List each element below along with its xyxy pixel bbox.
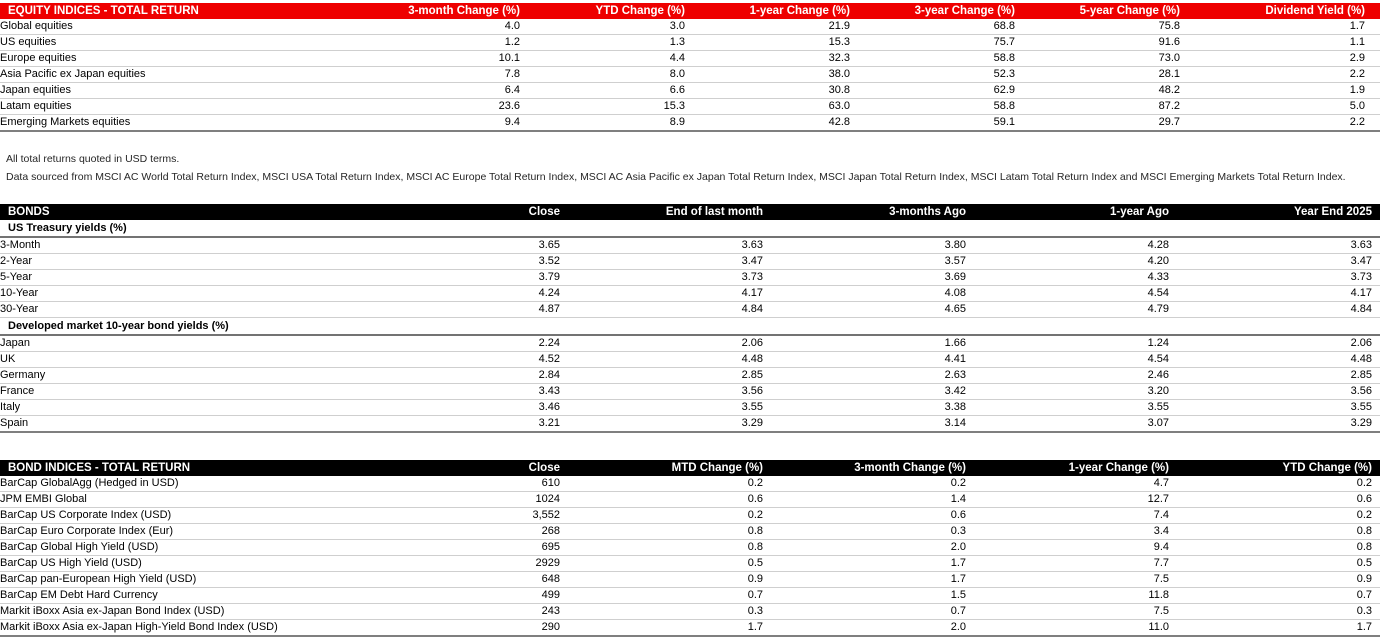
bond-indices-table-body <box>0 476 1380 636</box>
cell-value: 2929 <box>370 556 568 572</box>
cell-value: 3.43 <box>370 384 568 400</box>
column-header: 1-year Change (%) <box>700 3 865 19</box>
cell-value: 3.38 <box>771 400 974 416</box>
cell-value: 29.7 <box>1158 116 1180 128</box>
column-header: End of last month <box>568 204 771 220</box>
row-label: Asia Pacific ex Japan equities <box>0 67 380 83</box>
cell-value: 268 <box>370 524 568 540</box>
cell-value: 0.2 <box>1177 476 1380 492</box>
column-header: YTD Change (%) <box>535 3 700 19</box>
cell-value: 4.54 <box>974 352 1177 368</box>
table-row <box>0 51 1380 67</box>
column-header: 3-month Change (%) <box>380 3 535 19</box>
row-label: JPM EMBI Global <box>0 492 370 508</box>
cell-value: 0.6 <box>771 508 974 524</box>
bonds-table-header-bar <box>0 204 1380 220</box>
cell-value: 0.5 <box>1177 556 1380 572</box>
cell-value: 3.65 <box>370 237 568 254</box>
cell-value: 0.8 <box>568 540 771 556</box>
section-header-label: Developed market 10-year bond yields (%) <box>0 318 1380 336</box>
bonds-table-body <box>0 220 1380 432</box>
column-header: 1-year Ago <box>974 204 1177 220</box>
table-row <box>0 524 1380 540</box>
row-label: Italy <box>0 400 370 416</box>
cell-value: 1.7 <box>1356 621 1372 633</box>
cell-value: 3.56 <box>1177 384 1380 400</box>
cell-value: 1.9 <box>1195 83 1380 99</box>
row-label: France <box>0 384 370 400</box>
column-header: MTD Change (%) <box>568 460 771 476</box>
cell-value: 15.3 <box>700 35 865 51</box>
cell-value: 3.47 <box>1177 254 1380 270</box>
cell-value: 0.6 <box>568 492 771 508</box>
cell-value: 3.46 <box>370 400 568 416</box>
row-label: Global equities <box>0 19 380 35</box>
column-header: Dividend Yield (%) <box>1195 3 1380 19</box>
cell-value: 2.24 <box>370 335 568 352</box>
cell-value: 23.6 <box>380 99 535 115</box>
cell-value: 91.6 <box>1030 35 1195 51</box>
cell-value: 3.47 <box>568 254 771 270</box>
table-row <box>0 67 1380 83</box>
cell-value: 52.3 <box>865 67 1030 83</box>
cell-value: 3.57 <box>771 254 974 270</box>
cell-value: 7.4 <box>974 508 1177 524</box>
row-label: Europe equities <box>0 51 380 67</box>
column-header: 5-year Change (%) <box>1030 3 1195 19</box>
cell-value: 0.3 <box>1177 604 1380 620</box>
table-row <box>0 540 1380 556</box>
cell-value: 0.8 <box>1177 524 1380 540</box>
cell-value: 7.8 <box>380 67 535 83</box>
column-header: 3-months Ago <box>771 204 974 220</box>
cell-value: 0.8 <box>568 524 771 540</box>
column-header: 3-month Change (%) <box>771 460 974 476</box>
cell-value: 11.8 <box>974 588 1177 604</box>
cell-value: 1.7 <box>747 621 763 633</box>
cell-value: 4.84 <box>568 302 771 318</box>
cell-value: 1.7 <box>771 556 974 572</box>
cell-value: 4.33 <box>974 270 1177 286</box>
row-label: Emerging Markets equities <box>0 116 131 128</box>
cell-value: 21.9 <box>700 19 865 35</box>
cell-value: 8.9 <box>669 116 685 128</box>
table-row <box>0 302 1380 318</box>
cell-value: 63.0 <box>700 99 865 115</box>
cell-value: 1.2 <box>380 35 535 51</box>
cell-value: 0.9 <box>568 572 771 588</box>
cell-value: 12.7 <box>974 492 1177 508</box>
cell-value: 2.63 <box>771 368 974 384</box>
cell-value: 6.4 <box>380 83 535 99</box>
row-label: BarCap EM Debt Hard Currency <box>0 588 370 604</box>
cell-value: 1.1 <box>1195 35 1380 51</box>
equity-table-body <box>0 19 1380 131</box>
cell-value: 5.0 <box>1195 99 1380 115</box>
table-row <box>0 604 1380 620</box>
cell-value: 3.07 <box>1147 417 1169 429</box>
cell-value: 3.55 <box>1177 400 1380 416</box>
cell-value: 48.2 <box>1030 83 1195 99</box>
equity-indices-table <box>0 3 1380 132</box>
cell-value: 8.0 <box>535 67 700 83</box>
table-row <box>0 368 1380 384</box>
cell-value: 58.8 <box>865 51 1030 67</box>
column-header: Close <box>370 460 568 476</box>
cell-value: 2.85 <box>1177 368 1380 384</box>
table-row <box>0 588 1380 604</box>
cell-value: 2.84 <box>370 368 568 384</box>
cell-value: 0.5 <box>568 556 771 572</box>
row-label: Markit iBoxx Asia ex-Japan High-Yield Bond Index (USD) <box>0 621 278 633</box>
table-row <box>0 115 1380 132</box>
cell-value: 3.56 <box>568 384 771 400</box>
cell-value: 2.9 <box>1195 51 1380 67</box>
cell-value: 2.06 <box>1177 335 1380 352</box>
cell-value: 68.8 <box>865 19 1030 35</box>
cell-value: 4.20 <box>974 254 1177 270</box>
cell-value: 1.4 <box>771 492 974 508</box>
cell-value: 0.6 <box>1177 492 1380 508</box>
row-label: 5-Year <box>0 270 370 286</box>
cell-value: 0.7 <box>771 604 974 620</box>
row-label: UK <box>0 352 370 368</box>
cell-value: 0.9 <box>1177 572 1380 588</box>
cell-value: 6.6 <box>535 83 700 99</box>
cell-value: 75.8 <box>1030 19 1195 35</box>
row-label: Japan <box>0 335 370 352</box>
cell-value: 0.7 <box>1177 588 1380 604</box>
table-row <box>0 416 1380 433</box>
table-row <box>0 35 1380 51</box>
bonds-table-title: BONDS <box>0 204 370 220</box>
cell-value: 499 <box>370 588 568 604</box>
row-label: BarCap Euro Corporate Index (Eur) <box>0 524 370 540</box>
spacer <box>0 433 1380 460</box>
cell-value: 4.41 <box>771 352 974 368</box>
cell-value: 3.80 <box>771 237 974 254</box>
cell-value: 2.2 <box>1195 67 1380 83</box>
cell-value: 4.79 <box>974 302 1177 318</box>
row-label: 10-Year <box>0 286 370 302</box>
cell-value: 3.69 <box>771 270 974 286</box>
cell-value: 59.1 <box>993 116 1015 128</box>
cell-value: 1.5 <box>771 588 974 604</box>
cell-value: 4.0 <box>380 19 535 35</box>
cell-value: 695 <box>370 540 568 556</box>
cell-value: 9.4 <box>504 116 520 128</box>
row-label: BarCap pan-European High Yield (USD) <box>0 572 370 588</box>
cell-value: 28.1 <box>1030 67 1195 83</box>
cell-value: 0.7 <box>568 588 771 604</box>
cell-value: 7.5 <box>974 572 1177 588</box>
cell-value: 3.52 <box>370 254 568 270</box>
cell-value: 30.8 <box>700 83 865 99</box>
cell-value: 2.85 <box>568 368 771 384</box>
cell-value: 4.48 <box>568 352 771 368</box>
cell-value: 4.65 <box>771 302 974 318</box>
cell-value: 4.24 <box>370 286 568 302</box>
table-row <box>0 620 1380 637</box>
cell-value: 3.29 <box>1350 417 1372 429</box>
cell-value: 0.2 <box>1177 508 1380 524</box>
cell-value: 9.4 <box>974 540 1177 556</box>
cell-value: 2.2 <box>1349 116 1365 128</box>
row-label: Japan equities <box>0 83 380 99</box>
cell-value: 10.1 <box>380 51 535 67</box>
row-label: BarCap US High Yield (USD) <box>0 556 370 572</box>
row-label: BarCap US Corporate Index (USD) <box>0 508 370 524</box>
cell-value: 11.0 <box>1148 621 1169 633</box>
cell-value: 2.0 <box>950 621 966 633</box>
table-row <box>0 384 1380 400</box>
cell-value: 1.3 <box>535 35 700 51</box>
cell-value: 4.87 <box>370 302 568 318</box>
bond-indices-table-header-bar <box>0 460 1380 476</box>
cell-value: 4.08 <box>771 286 974 302</box>
cell-value: 3.4 <box>974 524 1177 540</box>
footnotes <box>6 153 1380 184</box>
cell-value: 4.54 <box>974 286 1177 302</box>
cell-value: 4.7 <box>974 476 1177 492</box>
cell-value: 2.46 <box>974 368 1177 384</box>
cell-value: 62.9 <box>865 83 1030 99</box>
cell-value: 1.7 <box>1195 19 1380 35</box>
cell-value: 3.20 <box>974 384 1177 400</box>
cell-value: 4.52 <box>370 352 568 368</box>
cell-value: 3.79 <box>370 270 568 286</box>
table-row <box>0 492 1380 508</box>
table-row <box>0 400 1380 416</box>
table-row <box>0 254 1380 270</box>
cell-value: 3.73 <box>1177 270 1380 286</box>
cell-value: 75.7 <box>865 35 1030 51</box>
cell-value: 3.73 <box>568 270 771 286</box>
cell-value: 2.0 <box>771 540 974 556</box>
cell-value: 3.42 <box>771 384 974 400</box>
cell-value: 58.8 <box>865 99 1030 115</box>
cell-value: 0.2 <box>771 476 974 492</box>
cell-value: 1024 <box>370 492 568 508</box>
row-label: BarCap Global High Yield (USD) <box>0 540 370 556</box>
column-header: YTD Change (%) <box>1177 460 1380 476</box>
row-label: Germany <box>0 368 370 384</box>
row-label: US equities <box>0 35 380 51</box>
row-label: Markit iBoxx Asia ex-Japan Bond Index (USD) <box>0 604 370 620</box>
cell-value: 38.0 <box>700 67 865 83</box>
cell-value: 4.4 <box>535 51 700 67</box>
cell-value: 7.5 <box>974 604 1177 620</box>
cell-value: 0.2 <box>568 476 771 492</box>
spacer <box>0 189 1380 204</box>
column-header: 3-year Change (%) <box>865 3 1030 19</box>
section-header-row <box>0 318 1380 336</box>
cell-value: 3.55 <box>568 400 771 416</box>
cell-value: 4.48 <box>1177 352 1380 368</box>
table-row <box>0 19 1380 35</box>
row-label: BarCap GlobalAgg (Hedged in USD) <box>0 476 370 492</box>
cell-value: 290 <box>541 621 560 633</box>
cell-value: 3.29 <box>741 417 763 429</box>
table-row <box>0 270 1380 286</box>
equity-table-header-bar <box>0 3 1380 19</box>
cell-value: 0.3 <box>771 524 974 540</box>
cell-value: 4.84 <box>1177 302 1380 318</box>
cell-value: 3.21 <box>538 417 560 429</box>
cell-value: 0.3 <box>568 604 771 620</box>
cell-value: 0.8 <box>1177 540 1380 556</box>
cell-value: 610 <box>370 476 568 492</box>
cell-value: 4.28 <box>974 237 1177 254</box>
cell-value: 1.66 <box>771 335 974 352</box>
row-label: 3-Month <box>0 237 370 254</box>
table-row <box>0 508 1380 524</box>
table-row <box>0 556 1380 572</box>
note-usd-terms: All total returns quoted in USD terms. <box>6 153 180 165</box>
column-header: 1-year Change (%) <box>974 460 1177 476</box>
row-label: Latam equities <box>0 99 380 115</box>
cell-value: 32.3 <box>700 51 865 67</box>
bonds-table <box>0 204 1380 433</box>
cell-value: 7.7 <box>974 556 1177 572</box>
cell-value: 73.0 <box>1030 51 1195 67</box>
cell-value: 3.14 <box>944 417 966 429</box>
table-row <box>0 335 1380 352</box>
section-header-row <box>0 220 1380 237</box>
cell-value: 243 <box>370 604 568 620</box>
cell-value: 15.3 <box>535 99 700 115</box>
row-label: 2-Year <box>0 254 370 270</box>
cell-value: 3.55 <box>974 400 1177 416</box>
table-row <box>0 99 1380 115</box>
row-label: Spain <box>0 417 29 429</box>
column-header: Year End 2025 <box>1177 204 1380 220</box>
row-label: 30-Year <box>0 302 370 318</box>
cell-value: 3.0 <box>535 19 700 35</box>
cell-value: 4.17 <box>568 286 771 302</box>
cell-value: 648 <box>370 572 568 588</box>
bond-indices-table <box>0 460 1380 637</box>
table-row <box>0 352 1380 368</box>
section-header-label: US Treasury yields (%) <box>0 220 1380 237</box>
cell-value: 2.06 <box>568 335 771 352</box>
cell-value: 1.7 <box>771 572 974 588</box>
table-row <box>0 572 1380 588</box>
cell-value: 1.24 <box>974 335 1177 352</box>
equity-table-title: EQUITY INDICES - TOTAL RETURN <box>0 3 380 19</box>
table-row <box>0 83 1380 99</box>
note-data-sources: Data sourced from MSCI AC World Total Return Index, MSCI USA Total Return Index, MSCI AC Europe Total Return Index, MSCI AC Asia Pacific ex Japan Total Return Index, MSCI Japan Total Return Index, MSCI Latam Total Return Index and MSCI Emerging Markets Total Return Index. <box>6 171 1346 183</box>
cell-value: 3.63 <box>1177 237 1380 254</box>
cell-value: 87.2 <box>1030 99 1195 115</box>
cell-value: 3,552 <box>370 508 568 524</box>
cell-value: 42.8 <box>828 116 850 128</box>
table-row <box>0 237 1380 254</box>
cell-value: 4.17 <box>1177 286 1380 302</box>
cell-value: 0.2 <box>568 508 771 524</box>
table-row <box>0 476 1380 492</box>
bond-indices-table-title: BOND INDICES - TOTAL RETURN <box>0 460 370 476</box>
column-header: Close <box>370 204 568 220</box>
table-row <box>0 286 1380 302</box>
cell-value: 3.63 <box>568 237 771 254</box>
